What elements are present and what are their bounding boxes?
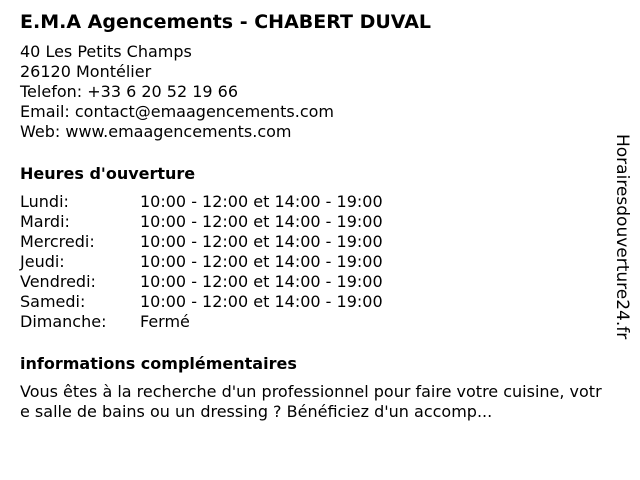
- website-line: Web: www.emaagencements.com: [20, 122, 292, 141]
- hours-row-saturday: [20, 292, 610, 312]
- day-hours: 10:00 - 12:00 et 14:00 - 19:00: [140, 192, 383, 211]
- day-label: Samedi:: [20, 292, 86, 311]
- hours-row-tuesday: [20, 212, 610, 232]
- day-hours: 10:00 - 12:00 et 14:00 - 19:00: [140, 272, 383, 291]
- hours-heading: Heures d'ouverture: [20, 164, 196, 183]
- day-hours: 10:00 - 12:00 et 14:00 - 19:00: [140, 212, 383, 231]
- day-label: Jeudi:: [20, 252, 65, 271]
- site-watermark: Horairesdouverture24.fr: [612, 134, 632, 340]
- hours-row-sunday: [20, 312, 610, 332]
- day-label: Mardi:: [20, 212, 70, 231]
- info-description: Vous êtes à la recherche d'un professionnel pour faire votre cuisine, votre salle de bains ou un dressing ? Bénéficiez d'un accomp...: [20, 382, 602, 421]
- day-label: Lundi:: [20, 192, 69, 211]
- address-street: 40 Les Petits Champs: [20, 42, 192, 61]
- address-city: 26120 Montélier: [20, 62, 152, 81]
- contact-block: [20, 42, 610, 142]
- day-hours: 10:00 - 12:00 et 14:00 - 19:00: [140, 292, 383, 311]
- phone-line: Telefon: +33 6 20 52 19 66: [20, 82, 239, 101]
- hours-row-monday: [20, 192, 610, 212]
- day-label: Vendredi:: [20, 272, 96, 291]
- business-name: E.M.A Agencements - CHABERT DUVAL: [20, 11, 432, 33]
- info-heading: informations complémentaires: [20, 354, 297, 373]
- email-line: Email: contact@emaagencements.com: [20, 102, 334, 121]
- day-label: Mercredi:: [20, 232, 95, 251]
- day-label: Dimanche:: [20, 312, 107, 331]
- day-hours: 10:00 - 12:00 et 14:00 - 19:00: [140, 252, 383, 271]
- day-hours: 10:00 - 12:00 et 14:00 - 19:00: [140, 232, 383, 251]
- hours-row-friday: [20, 272, 610, 292]
- day-hours: Fermé: [140, 312, 190, 331]
- hours-row-thursday: [20, 252, 610, 272]
- business-card: [20, 10, 610, 422]
- hours-table: [20, 192, 610, 332]
- hours-row-wednesday: [20, 232, 610, 252]
